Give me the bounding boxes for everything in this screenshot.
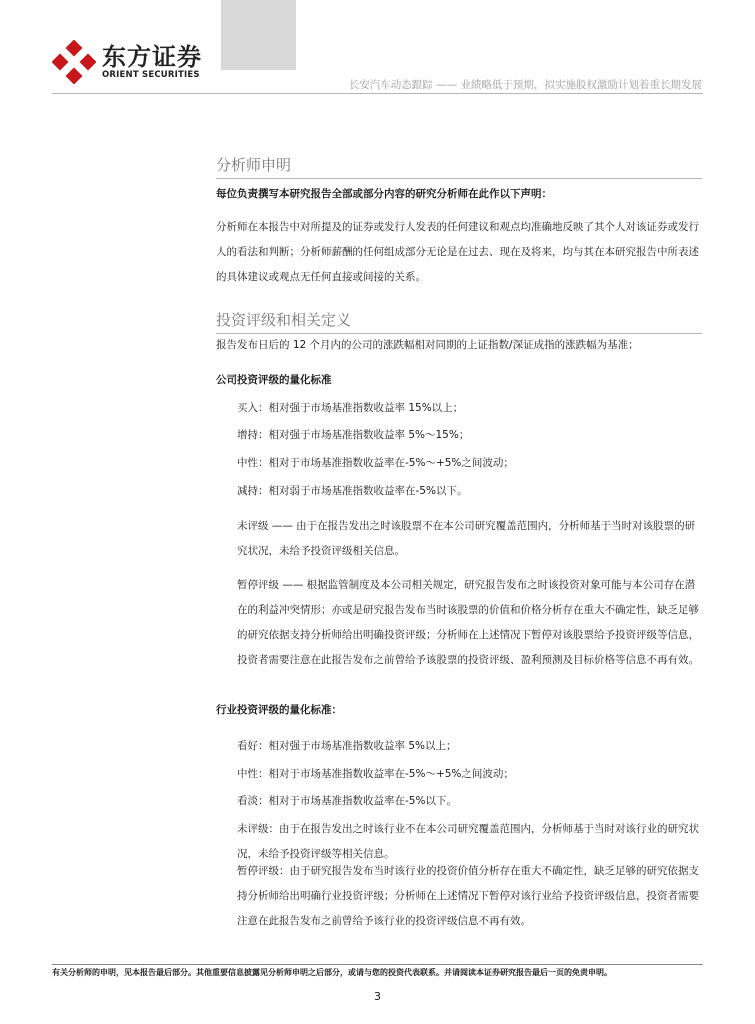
industry-rating-heading: 行业投资评级的量化标准： xyxy=(216,704,342,716)
analyst-statement-body: 分析师在本报告中对所提及的证券或发行人发表的任何建议和观点均准确地反映了其个人对该证券或发行人的看法和判断；分析师薪酬的任何组成部分无论是在过去、现在及将来，均与其在本研究报告中所表述的具体建议或观点无任何直接或间接的关系。 xyxy=(216,221,699,283)
industry-rating-negative: 看淡：相对于市场基准指数收益率在-5%以下。 xyxy=(237,795,457,807)
analyst-statement-lead: 每位负责撰写本研究报告全部或部分内容的研究分析师在此作以下声明： xyxy=(216,188,552,200)
company-rating-buy: 买入：相对强于市场基准指数收益率 15%以上； xyxy=(237,402,464,414)
analyst-statement-title: 分析师申明 xyxy=(216,154,702,179)
header-divider xyxy=(52,93,703,94)
company-rating-overweight: 增持：相对强于市场基准指数收益率 5%～15%； xyxy=(237,429,470,441)
company-rating-neutral: 中性：相对于市场基准指数收益率在-5%～+5%之间波动； xyxy=(237,457,514,469)
orient-securities-logo xyxy=(52,40,202,84)
page-number: 3 xyxy=(374,990,381,1003)
company-rating-heading: 公司投资评级的量化标准 xyxy=(216,374,332,386)
industry-rating-neutral: 中性：相对于市场基准指数收益率在-5%～+5%之间波动； xyxy=(237,768,514,780)
footer-divider xyxy=(52,964,703,965)
company-rating-underweight: 减持：相对弱于市场基准指数收益率在-5%以下。 xyxy=(237,485,468,497)
header-accent-bar xyxy=(221,0,296,70)
logo-english-name: ORIENT SECURITIES xyxy=(102,69,200,80)
rating-definitions-title: 投资评级和相关定义 xyxy=(216,309,702,334)
footer-disclaimer: 有关分析师的申明，见本报告最后部分。其他重要信息披露见分析师申明之后部分，或请与您的投资代表联系。并请阅读本证券研究报告最后一页的免责申明。 xyxy=(52,968,612,977)
industry-rating-unrated: 未评级：由于在报告发出之时该行业不在本公司研究覆盖范围内，分析师基于当时对该行业的研究状况，未给予投资评级等相关信息。 xyxy=(237,823,699,860)
report-header-title: 长安汽车动态跟踪 —— 业绩略低于预期，拟实施股权激励计划着重长期发展 xyxy=(348,79,702,91)
logo-chinese-name: 东方证券 xyxy=(102,42,202,71)
company-rating-suspended: 暂停评级 —— 根据监管制度及本公司相关规定，研究报告发布之时该投资对象可能与本公司存在潜在的利益冲突情形；亦或是研究报告发布当时该股票的价值和价格分析存在重大不确定性，缺乏足够的研究依据支持分析师给出明确投资评级；分析师在上述情况下暂停对该股票给予投资评级等信息，投资者需要注意在此报告发布之前曾给予该股票的投资评级、盈利预测及目标价格等信息不再有效。 xyxy=(237,579,699,666)
rating-benchmark-intro: 报告发布日后的 12 个月内的公司的涨跌幅相对同期的上证指数/深证成指的涨跌幅为基准； xyxy=(216,339,639,351)
company-rating-unrated: 未评级 —— 由于在报告发出之时该股票不在本公司研究覆盖范围内，分析师基于当时对该股票的研究状况，未给予投资评级相关信息。 xyxy=(237,520,696,557)
industry-rating-suspended: 暂停评级：由于研究报告发布当时该行业的投资价值分析存在重大不确定性，缺乏足够的研究依据支持分析师给出明确行业投资评级；分析师在上述情况下暂停对该行业给予投资评级信息，投资者需要注意在此报告发布之前曾给予该行业的投资评级信息不再有效。 xyxy=(237,865,699,927)
logo-mark-icon xyxy=(52,40,96,84)
industry-rating-positive: 看好：相对强于市场基准指数收益率 5%以上； xyxy=(237,740,457,752)
